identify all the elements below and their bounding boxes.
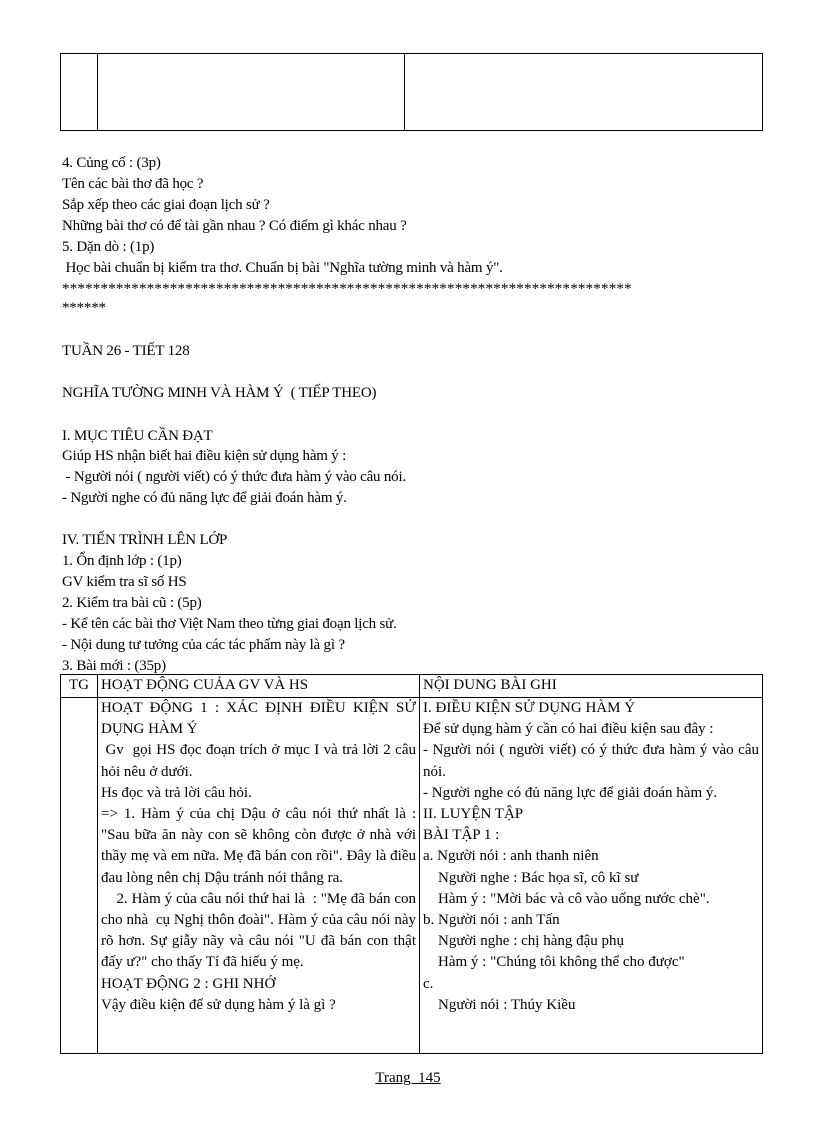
text-line: Giúp HS nhận biết hai điều kiện sử dụng hàm ý : [62,448,347,464]
section-heading: I. MỤC TIÊU CẦN ĐẠT [62,428,213,444]
text-line: 4. Củng cố : (3p) [62,155,161,171]
text-line: 1. Ổn định lớp : (1p) [62,553,182,569]
separator-line: ************************************************************************** [62,281,632,297]
tg-cell [61,698,98,1054]
table-header-row [61,675,763,698]
activity-line: HOẠT ĐỘNG 1 : XÁC ĐỊNH ĐIỀU KIỆN SỬ DỤNG HÀM Ý [101,700,416,738]
content-line: b. Người nói : anh Tấn [423,912,560,929]
content-line: II. LUYỆN TẬP [423,806,524,823]
text-line: - Người nói ( người viết) có ý thức đưa hàm ý vào câu nói. [62,469,407,485]
table-row [61,698,763,1054]
table-cell [405,54,763,131]
content-line: a. Người nói : anh thanh niên [423,848,599,865]
text-line: 2. Kiểm tra bài cũ : (5p) [62,595,202,611]
content-line: Hàm ý : "Mời bác và cô vào uống nước chè". [423,890,710,907]
text-line: Tên các bài thơ đã học ? [62,176,204,192]
activity-line: HOẠT ĐỘNG 2 : GHI NHỚ [101,975,276,992]
top-table [60,53,763,131]
content-line: Người nghe : Bác họa sĩ, cô kĩ sư [423,869,639,886]
content-line: Người nghe : chị hàng đậu phụ [423,933,625,950]
separator-line: ****** [62,300,106,316]
text-line: 5. Dặn dò : (1p) [62,239,155,255]
page-footer [0,1070,816,1087]
activity-line: Vậy điều kiện để sử dụng hàm ý là gì ? [101,996,336,1013]
activity-cell [98,698,420,1054]
text-line: Sắp xếp theo các giai đoạn lịch sử ? [62,197,270,213]
activity-line: Hs đọc và trả lời câu hỏi. [101,784,252,801]
lesson-table [60,674,763,1054]
text-line: - Kể tên các bài thơ Việt Nam theo từng giai đoạn lịch sử. [62,616,397,632]
content-line: - Người nghe có đủ năng lực để giải đoán hàm ý. [423,784,718,801]
content-line: Để sử dụng hàm ý cần có hai điều kiện sau đây : [423,721,714,738]
page-number: Trang 145 [375,1070,441,1086]
content-line: Hàm ý : "Chúng tôi không thể cho được" [423,954,685,971]
table-cell [61,54,98,131]
table-row [61,54,763,131]
content-line: c. [423,975,434,992]
content-line: - Người nói ( người viết) có ý thức đưa hàm ý vào câu nói. [423,742,759,780]
section-heading: IV. TIẾN TRÌNH LÊN LỚP [62,532,228,548]
activity-line: 2. Hàm ý của câu nói thứ hai là : "Mẹ đã bán con cho nhà cụ Nghị thôn đoài". Hàm ý của câu nói này rõ hơn. Sự giẫy nãy và câu nói "U đã bán con thật đấy ư?" cho thấy Tí đã hiểu ý mẹ. [101,890,420,971]
text-line: 3. Bài mới : (35p) [62,658,166,674]
lesson-heading: TUẦN 26 - TIẾT 128 [62,343,190,359]
header-content: NỘI DUNG BÀI GHI [420,675,763,698]
table-cell [98,54,405,131]
activity-line: => 1. Hàm ý của chị Dậu ở câu nói thứ nhất là : "Sau bữa ăn này con sẽ không còn được ở nhà với thầy mẹ và em nữa. Mẹ đã bán con rồi". Đây là điều đau lòng nên chị Dậu tránh nói thẳng ra. [101,806,416,886]
text-line: GV kiểm tra sĩ số HS [62,574,187,590]
content-line: Người nói : Thúy Kiều [423,996,576,1013]
lesson-title: NGHĨA TƯỜNG MINH VÀ HÀM Ý ( TIẾP THEO) [62,385,377,401]
text-line: - Nội dung tư tưởng của các tác phẩm này là gì ? [62,637,345,653]
header-activity: HOẠT ĐỘNG CUẢA GV VÀ HS [98,675,420,698]
text-line: Học bài chuẩn bị kiểm tra thơ. Chuẩn bị bài "Nghĩa tường minh và hàm ý". [62,260,503,276]
header-tg: TG [61,675,98,698]
text-line: - Người nghe có đủ năng lực để giải đoán hàm ý. [62,490,347,506]
content-cell [420,698,763,1054]
content-line: BÀI TẬP 1 : [423,827,500,844]
content-line: I. ĐIỀU KIỆN SỬ DỤNG HÀM Ý [423,700,636,716]
activity-line: Gv gọi HS đọc đoạn trích ở mục I và trả lời 2 câu hỏi nêu ở dưới. [101,742,420,780]
text-line: Những bài thơ có để tài gần nhau ? Có điểm gì khác nhau ? [62,218,407,234]
